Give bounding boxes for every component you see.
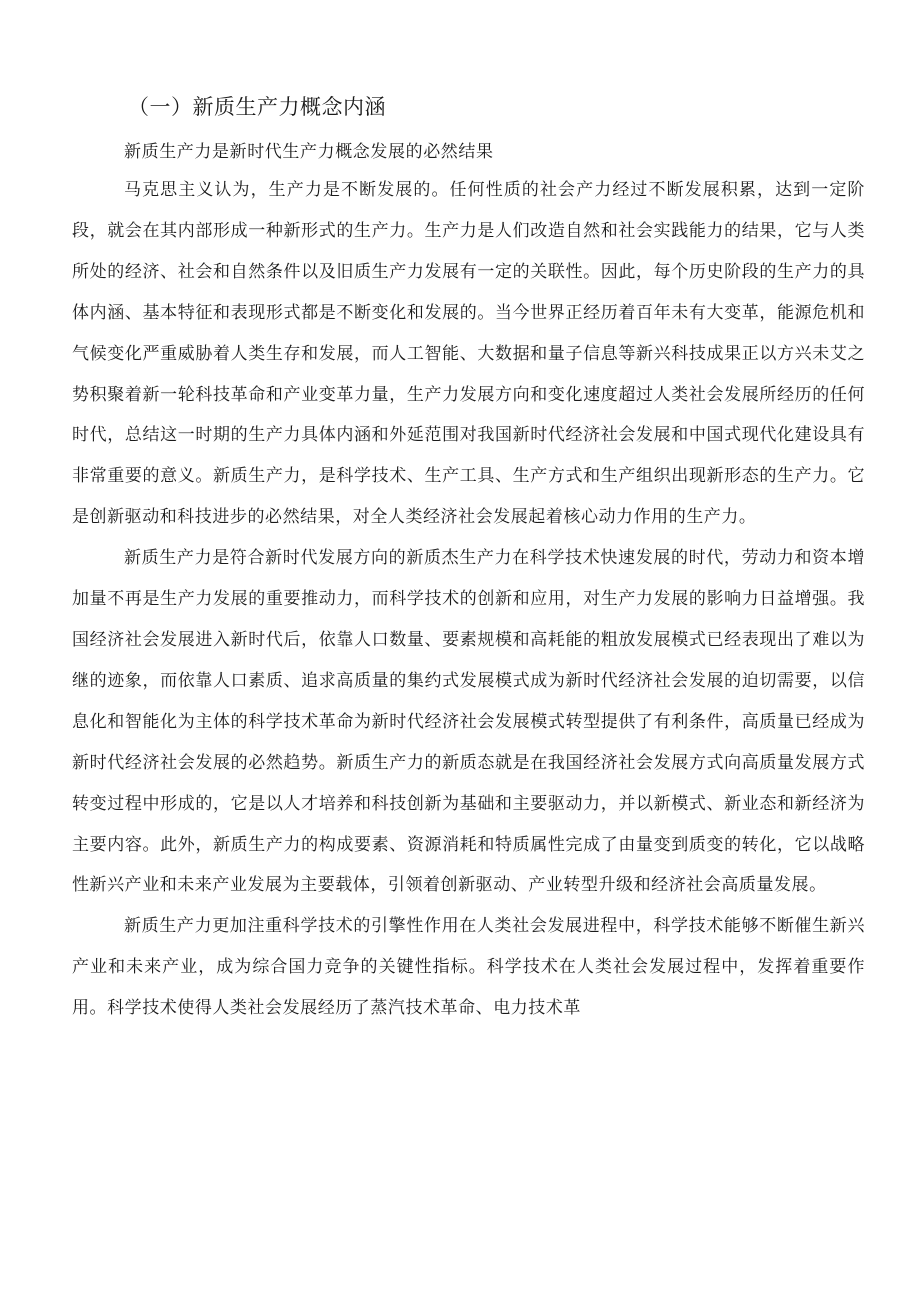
paragraph-3: 新质生产力更加注重科学技术的引擎性作用在人类社会发展进程中，科学技术能够不断催生新兴产业和未来产业，成为综合国力竞争的关键性指标。科学技术在人类社会发展过程中，发挥着重要作用。科学技术使得人类社会发展经历了蒸汽技术革命、电力技术革 — [72, 916, 865, 1019]
paragraph-2: 新质生产力是符合新时代发展方向的新质杰生产力在科学技术快速发展的时代，劳动力和资本增加量不再是生产力发展的重要推动力，而科学技术的创新和应用，对生产力发展的影响力日益增强。我国经济社会发展进入新时代后，依靠人口数量、要素规模和高耗能的粗放发展模式已经表现出了难以为继的迹象，而依靠人口素质、追求高质量的集约式发展模式成为新时代经济社会发展的迫切需要，以信息化和智能化为主体的科学技术革命为新时代经济社会发展模式转型提供了有利条件，高质量已经成为新时代经济社会发展的必然趋势。新质生产力的新质态就是在我国经济社会发展方式向高质量发展方式转变过程中形成的，它是以人才培养和科技创新为基础和主要驱动力，并以新模式、新业态和新经济为主要内容。此外，新质生产力的构成要素、资源消耗和特质属性完成了由量变到质变的转化，它以战略性新兴产业和未来产业发展为主要载体，引领着创新驱动、产业转型升级和经济社会高质量发展。 — [72, 548, 865, 896]
section-heading: （一）新质生产力概念内涵 — [128, 95, 386, 119]
section-subheading: 新质生产力是新时代生产力概念发展的必然结果 — [124, 142, 494, 162]
paragraph-1: 马克思主义认为，生产力是不断发展的。任何性质的社会产力经过不断发展积累，达到一定阶段，就会在其内部形成一种新形式的生产力。生产力是人们改造自然和社会实践能力的结果，它与人类所处的经济、社会和自然条件以及旧质生产力发展有一定的关联性。因此，每个历史阶段的生产力的具体内涵、基本特征和表现形式都是不断变化和发展的。当今世界正经历着百年未有大变革，能源危机和气候变化严重威胁着人类生存和发展，而人工智能、大数据和量子信息等新兴科技成果正以方兴未艾之势积聚着新一轮科技革命和产业变革力量，生产力发展方向和变化速度超过人类社会发展所经历的任何时代，总结这一时期的生产力具体内涵和外延范围对我国新时代经济社会发展和中国式现代化建设具有非常重要的意义。新质生产力，是科学技术、生产工具、生产方式和生产组织出现新形态的生产力。它是创新驱动和科技进步的必然结果，对全人类经济社会发展起着核心动力作用的生产力。 — [72, 180, 865, 528]
body-text — [72, 170, 865, 1029]
